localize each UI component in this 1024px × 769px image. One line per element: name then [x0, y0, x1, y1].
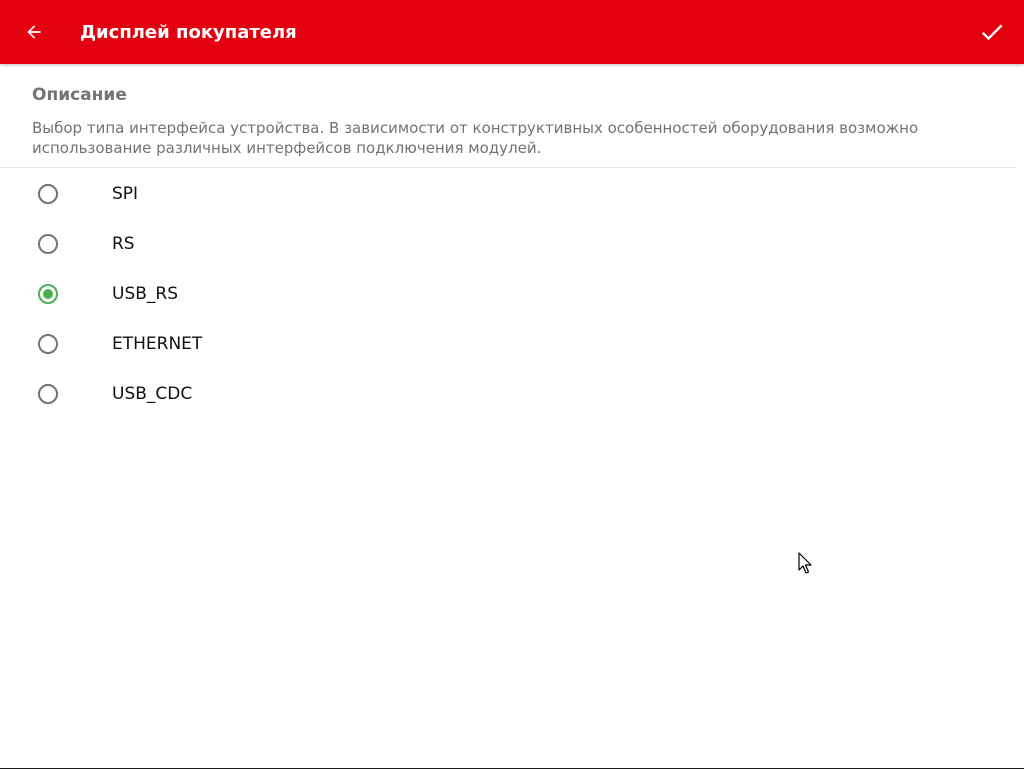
confirm-button[interactable] — [968, 8, 1016, 56]
mouse-pointer-icon — [798, 552, 812, 576]
radio-button[interactable] — [38, 184, 58, 204]
radio-button[interactable] — [38, 334, 58, 354]
option-spi[interactable] — [0, 168, 1024, 218]
option-label: ETHERNET — [112, 334, 203, 354]
description-heading: Описание — [32, 85, 127, 105]
description-section — [32, 84, 992, 158]
option-label: USB_RS — [112, 284, 178, 304]
option-usb-rs[interactable] — [0, 268, 1024, 318]
back-button[interactable] — [12, 10, 56, 54]
option-label: RS — [112, 234, 135, 254]
option-label: SPI — [112, 184, 139, 204]
checkmark-icon — [978, 18, 1006, 46]
option-label: USB_CDC — [112, 384, 193, 404]
option-ethernet[interactable] — [0, 318, 1024, 368]
description-text: Выбор типа интерфейса устройства. В зависимости от конструктивных особенностей оборудования возможно использование различных интерфейсов подключения модулей. — [32, 119, 919, 157]
arrow-left-icon — [24, 22, 44, 42]
radio-button[interactable] — [38, 234, 58, 254]
interface-options-list — [0, 168, 1024, 418]
option-usb-cdc[interactable] — [0, 368, 1024, 418]
option-rs[interactable] — [0, 218, 1024, 268]
radio-button[interactable] — [38, 384, 58, 404]
page-title: Дисплей покупателя — [80, 22, 297, 43]
radio-button[interactable] — [38, 284, 58, 304]
app-bar — [0, 0, 1024, 64]
